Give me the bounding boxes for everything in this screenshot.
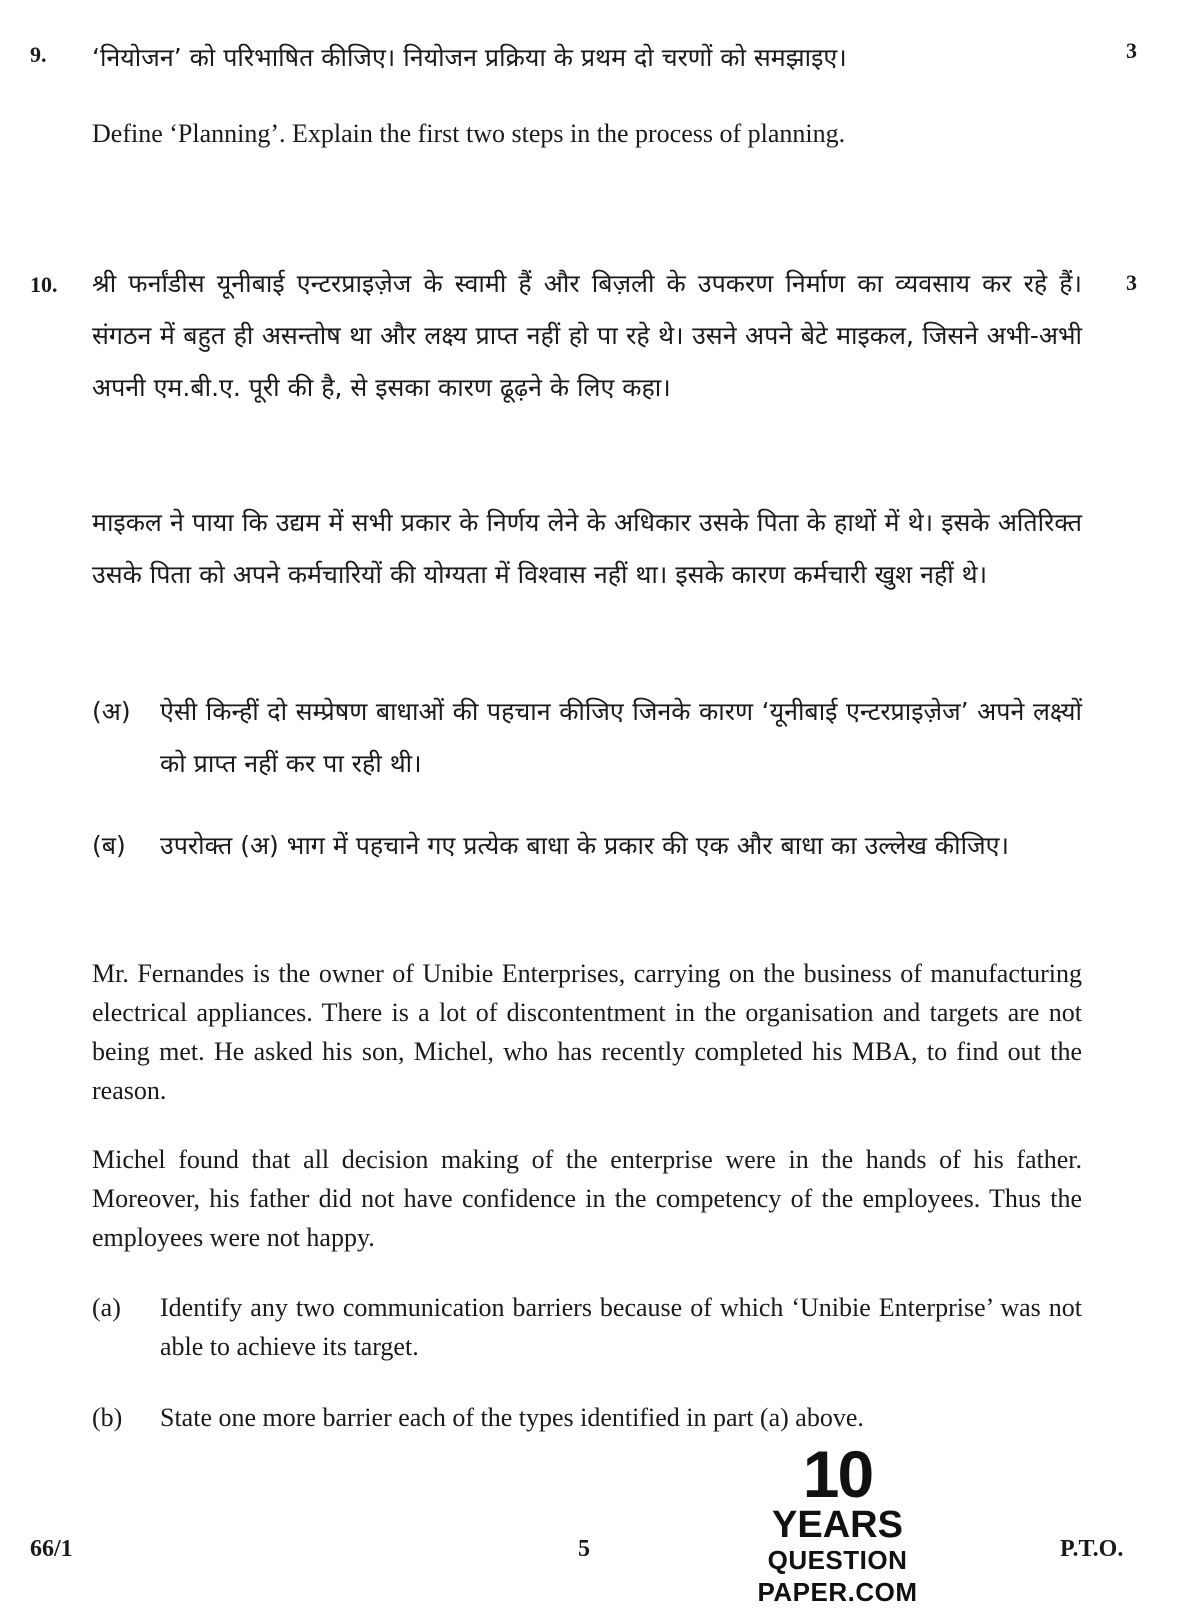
pto-label: P.T.O. — [1060, 1536, 1124, 1562]
question-10-hindi-para2: माइकल ने पाया कि उद्यम में सभी प्रकार के निर्णय लेने के अधिकार उसके पिता के हाथों में थे। इसके अतिरिक्त उसके पिता को अपने कर्मचारियों की योग्यता में विश्वास नहीं था। इसके कारण कर्मचारी खुश नहीं थे। — [92, 508, 1082, 589]
question-10-english-para2: Michel found that all decision making of the enterprise were in the hands of his father. Moreover, his father did not have confidence in the competency of the employees. Thus the employees were not happy. — [92, 1145, 1082, 1252]
question-10-marks: 3 — [1126, 270, 1137, 295]
hindi-sub-b-label: (ब) — [92, 831, 126, 860]
watermark-years: YEARS — [772, 1504, 903, 1546]
hindi-sub-a-text: ऐसी किन्हीं दो सम्प्रेषण बाधाओं की पहचान कीजिए जिनके कारण ‘यूनीबाई एन्टरप्राइज़ेज’ अपने लक्ष्यों को प्राप्त नहीं कर पा रही थी। — [160, 697, 1082, 778]
hindi-sub-b-text: उपरोक्त (अ) भाग में पहचाने गए प्रत्येक बाधा के प्रकार की एक और बाधा का उल्लेख कीजिए। — [160, 831, 1009, 860]
question-10-number: 10. — [30, 272, 58, 297]
watermark-site: QUESTION PAPER.COM — [757, 1545, 918, 1607]
question-9-english: Define ‘Planning’. Explain the first two steps in the process of planning. — [92, 119, 846, 148]
question-10-hindi-para1: श्री फर्नांडीस यूनीबाई एन्टरप्राइज़ेज के स्वामी हैं और बिज़ली के उपकरण निर्माण का व्यवसाय कर रहे हैं। संगठन में बहुत ही असन्तोष था और लक्ष्य प्राप्त नहीं हो पा रहे थे। उसने अपने बेटे माइकल, जिसने अभी-अभी अपनी एम.बी.ए. पूरी की है, से इसका कारण ढूढ़ने के लिए कहा। — [92, 269, 1082, 402]
page-number: 5 — [578, 1536, 590, 1562]
paper-code: 66/1 — [30, 1536, 73, 1562]
question-9-hindi: ‘नियोजन’ को परिभाषित कीजिए। नियोजन प्रक्रिया के प्रथम दो चरणों को समझाइए। — [92, 43, 847, 72]
watermark-number: 10 — [802, 1437, 873, 1511]
english-sub-b-label: (b) — [92, 1403, 123, 1432]
english-sub-b-text: State one more barrier each of the types identified in part (a) above. — [160, 1403, 864, 1432]
hindi-sub-a-label: (अ) — [92, 697, 131, 726]
question-10-english-para1: Mr. Fernandes is the owner of Unibie Enterprises, carrying on the business of manufacturing electrical appliances. There is a lot of discontentment in the organisation and targets are not being met. He asked his son, Michel, who has recently completed his MBA, to find out the reason. — [92, 959, 1082, 1105]
english-sub-a-label: (a) — [92, 1293, 121, 1322]
question-9-number: 9. — [30, 42, 47, 67]
watermark-logo — [700, 1437, 975, 1607]
english-sub-a-text: Identify any two communication barriers because of which ‘Unibie Enterprise’ was not able to achieve its target. — [160, 1293, 1082, 1361]
question-9-marks: 3 — [1126, 38, 1137, 63]
